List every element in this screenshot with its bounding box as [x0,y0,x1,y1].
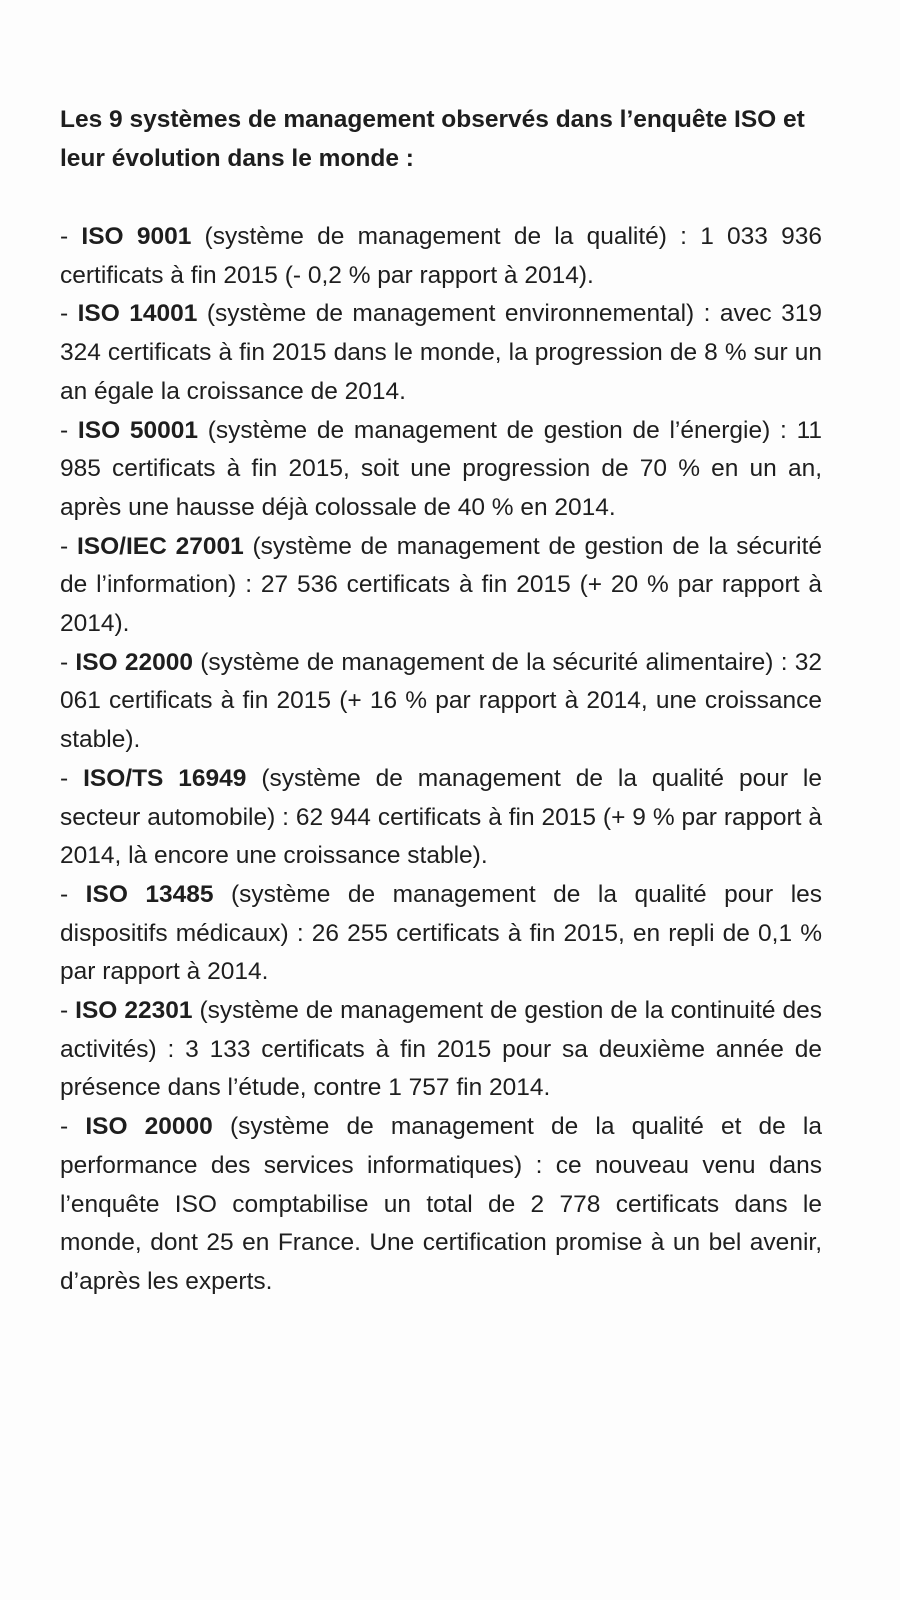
standard-code: ISO 20000 [85,1113,213,1141]
list-item-iso-50001 [60,412,822,528]
list-dash: - [60,764,84,792]
standard-description: (système de management de gestion de la sécurité de l’information) : 27 536 certificats à fin 2015 (+ 20 % par rapport à 2014). [60,532,823,638]
standard-description: (système de management de la qualité) : 1 033 936 certificats à fin 2015 (- 0,2 % par rapport à 2014). [60,223,823,289]
list-item-iso-14001 [60,295,822,411]
list-dash: - [60,1113,86,1141]
standard-description: (système de management de la qualité pour les dispositifs médicaux) : 26 255 certificats à fin 2015, en repli de 0,1 % par rapport à 2014. [60,880,823,986]
document-title: Les 9 systèmes de management observés dans l’enquête ISO et leur évolution dans le monde : [60,106,805,172]
standard-description: (système de management environnemental) : avec 319 324 certificats à fin 2015 dans le monde, la progression de 8 % sur un an égale la croissance de 2014. [60,300,822,405]
list-item-iso-22000 [60,644,822,760]
list-dash: - [60,532,77,560]
standard-description: (système de management de gestion de l’énergie) : 11 985 certificats à fin 2015, soit une progression de 70 % en un an, après une hausse déjà colossale de 40 % en 2014. [60,416,822,521]
standard-code: ISO 22301 [75,997,193,1025]
list-item-iso-13485 [60,876,822,992]
list-item-iso-9001 [60,218,822,295]
list-dash: - [60,648,76,676]
list-dash: - [60,223,82,250]
list-dash: - [60,300,78,328]
standard-code: ISO 22000 [75,648,193,676]
standard-description: (système de management de la sécurité alimentaire) : 32 061 certificats à fin 2015 (+ 16 % par rapport à 2014, une croissance stable). [60,648,822,754]
standard-code: ISO 9001 [81,223,192,250]
list-dash: - [60,997,76,1025]
list-item-iso-ts-16949 [60,760,822,876]
list-dash: - [60,416,78,444]
standard-description: (système de management de gestion de la continuité des activités) : 3 133 certificats à fin 2015 pour sa deuxième année de présence dans l’étude, contre 1 757 fin 2014. [60,997,822,1102]
standard-description: (système de management de la qualité et de la performance des services informatiques) : ce nouveau venu dans l’enquête ISO comptabilise un total de 2 778 certificats dans le monde, dont 25 en France. Une certification promise à un bel avenir, d’après les experts. [60,1113,823,1295]
standard-code: ISO 14001 [77,300,198,328]
list-item-iso-iec-27001 [60,528,822,644]
standard-code: ISO/TS 16949 [83,764,247,792]
list-item-iso-20000 [60,1108,822,1302]
standard-description: (système de management de la qualité pour le secteur automobile) : 62 944 certificats à fin 2015 (+ 9 % par rapport à 2014, là encore une croissance stable). [60,764,822,870]
standard-code: ISO 50001 [77,416,199,444]
standards-list [60,218,822,1302]
list-dash: - [60,880,86,908]
standard-code: ISO 13485 [85,880,214,908]
standard-code: ISO/IEC 27001 [76,532,244,560]
list-item-iso-22301 [60,992,822,1108]
